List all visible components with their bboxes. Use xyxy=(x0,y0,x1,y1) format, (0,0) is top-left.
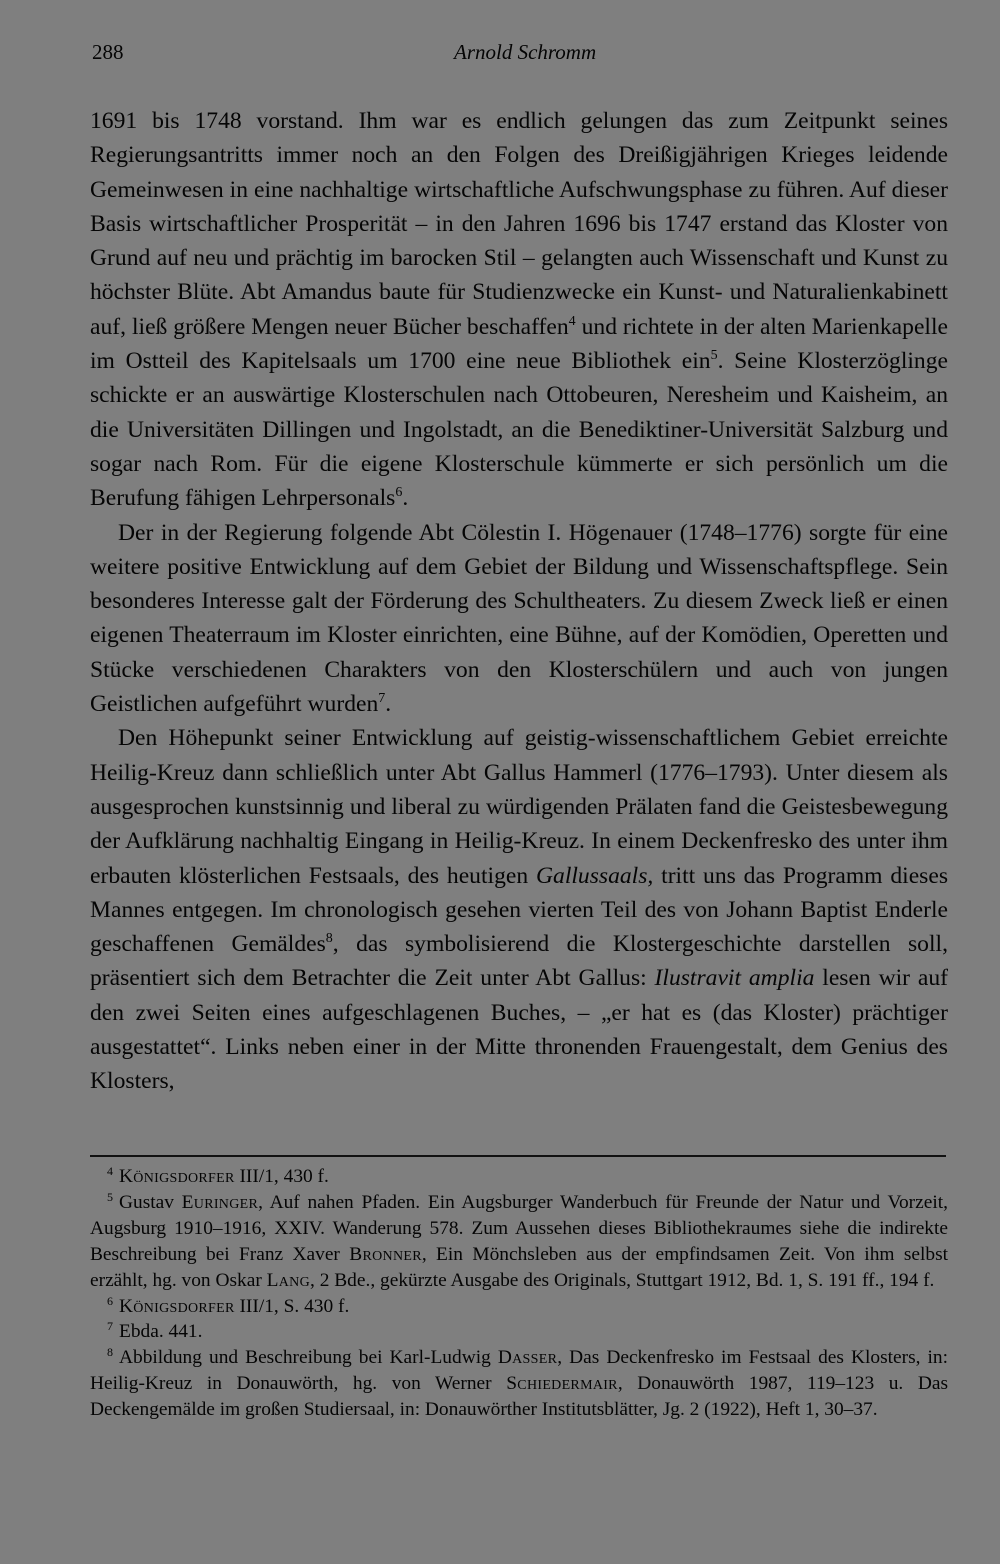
author-surname: Schiedermair xyxy=(506,1373,618,1395)
footnote xyxy=(90,1319,948,1345)
body-paragraph xyxy=(90,516,948,722)
footnote-reference: 6 xyxy=(395,485,403,501)
author-surname: Lang xyxy=(266,1269,311,1291)
running-head-author: Arnold Schromm xyxy=(454,40,597,64)
italic-text: Gallussaals, xyxy=(535,862,654,889)
text-run: Der in der Regierung folgende Abt Cölestin I. Högenauer (1748–1776) sorgte für eine weitere positive Entwicklung auf dem Gebiet der Bildung und Wissenschaftspflege. Sein besonderes Interesse galt der Förderung des Schultheaters. Zu diesem Zweck ließ er einen eigenen Theaterraum im Kloster einrichten, eine Bühne, auf der Komödien, Operetten und Stücke verschiedenen Charakters von den Klosterschülern und auch von jungen Geistlichen aufgeführt wurden xyxy=(90,519,948,718)
author-surname: Dasser xyxy=(497,1347,558,1369)
body-paragraph xyxy=(90,104,948,516)
footnote-number: 4 xyxy=(107,1164,113,1178)
author-surname: Königsdorfer xyxy=(119,1166,235,1187)
text-run: , Das Deckenfresko im Festsaal des Klosters, in: Heilig-Kreuz in Donauwörth, hg. von Werner xyxy=(90,1347,948,1395)
text-run: III/1, 430 f. xyxy=(234,1166,329,1187)
text-run: , Ein Mönchsleben aus der empfindsamen Zeit. Von ihm selbst erzählt, hg. von Oskar xyxy=(90,1243,948,1291)
footnote-number: 6 xyxy=(107,1293,113,1308)
author-surname: Königsdorfer xyxy=(119,1295,235,1317)
author-surname: Bronner xyxy=(349,1243,422,1265)
text-run: und richtete in der alten Marienkapelle im Ostteil des Kapitelsaals um 1700 eine neue Bibliothek ein xyxy=(90,313,948,375)
footnote xyxy=(90,1190,948,1294)
author-surname: Euringer xyxy=(181,1191,259,1213)
text-run: lesen wir auf den zwei Seiten eines aufgeschlagenen Buches, – „er hat es (das Kloster) prächtiger ausgestattet“. Links neben einer in der Mitte thronenden Frauengestalt, dem Genius des Klosters, xyxy=(90,965,948,1095)
italic-text: Ilustravit amplia xyxy=(654,965,815,992)
footnote xyxy=(90,1345,948,1423)
text-run: . Seine Klosterzöglinge schickte er an auswärtige Klosterschulen nach Ottobeuren, Neresheim und Kaisheim, an die Universitäten Dillingen und Ingolstadt, an die Benediktiner-Universität Salzburg und sogar nach Rom. Für die eigene Klosterschule kümmerte er sich persönlich um die Berufung fähigen Lehrpersonals xyxy=(90,348,948,512)
text-run: Gustav xyxy=(119,1191,182,1213)
footnote-reference: 8 xyxy=(325,931,333,947)
footnote-reference: 5 xyxy=(710,348,718,364)
footnote-reference: 4 xyxy=(568,313,576,329)
body-paragraph xyxy=(90,721,948,1098)
footnote-number: 5 xyxy=(107,1189,113,1204)
footnote xyxy=(90,1164,948,1190)
footnote-separator xyxy=(90,1155,946,1157)
footnotes xyxy=(90,1164,948,1423)
text-run: . xyxy=(385,691,392,718)
text-run: , Auf nahen Pfaden. Ein Augsburger Wanderbuch für Freunde der Natur und Vorzeit, Augsburg 1910–1916, XXIV. Wanderung 578. Zum Aussehen dieses Bibliothekraumes siehe die indirekte Beschreibung bei Franz Xaver xyxy=(90,1191,948,1265)
text-run: Ebda. 441. xyxy=(119,1321,203,1343)
text-run: tritt uns das Programm dieses Mannes entgegen. Im chronologisch gesehen vierten Teil des von Johann Baptist Enderle geschaffenen Gemäldes xyxy=(90,862,949,958)
text-run: Den Höhepunkt seiner Entwicklung auf geistig-wissenschaftlichem Gebiet erreichte Heilig-Kreuz dann schließlich unter Abt Gallus Hammerl (1776–1793). Unter diesem als ausgesprochen kunstsinnig und liberal zu würdigenden Prälaten fand die Geistesbewegung der Aufklärung nachhaltig Eingang in Heilig-Kreuz. In einem Deckenfresko des unter ihm erbauten klösterlichen Festsaals, des heutigen xyxy=(90,725,948,889)
text-run: Abbildung und Beschreibung bei Karl-Ludwig xyxy=(119,1347,498,1369)
footnote-number: 7 xyxy=(107,1319,113,1334)
text-run: , Donauwörth 1987, 119–123 u. Das Deckengemälde im großen Studiersaal, in: Donauwörther Institutsblätter, Jg. 2 (1922), Heft 1, 30–37. xyxy=(90,1373,949,1421)
page-number: 288 xyxy=(92,40,124,64)
footnote-number: 8 xyxy=(107,1345,113,1360)
running-header xyxy=(92,40,948,72)
main-text xyxy=(90,104,948,1099)
text-run: III/1, S. 430 f. xyxy=(234,1295,350,1317)
footnote xyxy=(90,1294,948,1320)
footnote-reference: 7 xyxy=(378,691,386,707)
text-run: , 2 Bde., gekürzte Ausgabe des Originals, Stuttgart 1912, Bd. 1, S. 191 ff., 194 f. xyxy=(310,1269,935,1291)
text-run: , das symbolisierend die Klostergeschichte darstellen soll, präsentiert sich dem Betrachter die Zeit unter Abt Gallus: xyxy=(90,931,948,992)
text-run: . xyxy=(402,485,409,512)
text-run: 1691 bis 1748 vorstand. Ihm war es endlich gelungen das zum Zeitpunkt seines Regierungsantritts immer noch an den Folgen des Dreißigjährigen Krieges leidende Gemeinwesen in eine nachhaltige wirtschaftliche Aufschwungsphase zu führen. Auf dieser Basis wirtschaftlicher Prosperität – in den Jahren 1696 bis 1747 erstand das Kloster von Grund auf neu und prächtig im barocken Stil – gelangten auch Wissenschaft und Kunst zu höchster Blüte. Abt Amandus baute für Studienzwecke ein Kunst- und Naturalienkabinett auf, ließ größere Mengen neuer Bücher beschaffen xyxy=(90,108,948,340)
